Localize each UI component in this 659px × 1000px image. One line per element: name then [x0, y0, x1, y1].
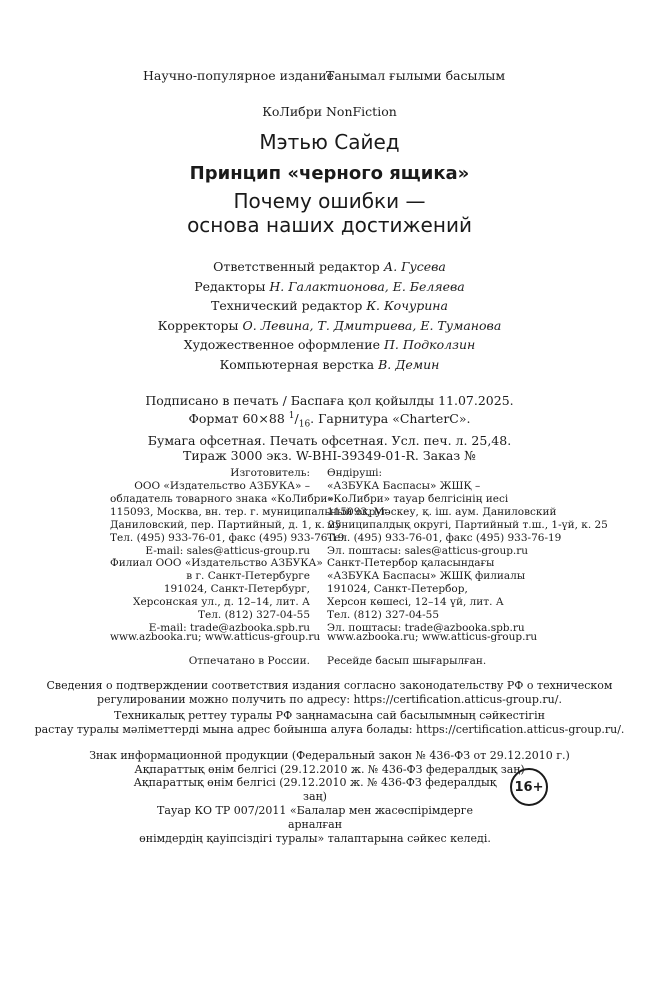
credit-role: Технический редактор — [211, 298, 363, 313]
series-name: КоЛибри NonFiction — [262, 104, 397, 119]
credit-names: В. Демин — [378, 356, 440, 372]
publisher-line: Тел. (495) 933-76-01, факс (495) 933-76-19 — [327, 532, 562, 544]
printed-in-ru: Отпечатано в России. — [188, 655, 310, 667]
print-run: Тираж 3000 экз. W-BHI-39349-01-R. Заказ № — [183, 448, 476, 464]
age-line: Ақпараттық өнім белгісі (29.12.2010 ж. № 436-ФЗ федералдық заң) — [134, 763, 525, 776]
branch-kz-block — [327, 557, 587, 635]
credit-role: Редакторы — [194, 278, 266, 294]
publisher-line: обладатель товарного знака «КоЛибри» — [110, 493, 334, 505]
subtitle-line-1: Почему ошибки — — [233, 189, 426, 213]
publisher-line: ООО «Издательство АЗБУКА» – — [134, 480, 310, 492]
credit-row — [0, 257, 659, 277]
print-signed: Подписано в печать / Баспаға қол қойылды 11.07.2025. — [145, 393, 514, 408]
branch-line: в г. Санкт-Петербурге — [186, 570, 310, 582]
credit-row — [0, 355, 659, 375]
branch-line: Санкт-Петербор қаласындағы — [327, 557, 495, 569]
book-author: Мэтью Сайед — [259, 130, 400, 154]
credit-row — [0, 296, 659, 316]
credit-role: Художественное оформление — [183, 337, 380, 352]
certification-kz — [0, 709, 659, 737]
category-ru: Научно-популярное издание — [143, 68, 335, 83]
age-marking-tr — [130, 776, 500, 846]
credit-role: Корректоры — [157, 317, 239, 333]
cert-line: растау туралы мәліметтерді мына адрес бойынша алуға болады: https://certification.atticus-group.ru/. — [34, 723, 625, 736]
branch-line: Тел. (812) 327-04-55 — [198, 609, 310, 621]
age-line: Знак информационной продукции (Федеральный закон № 436-ФЗ от 29.12.2010 г.) — [89, 749, 570, 762]
category-kz: Танымал ғылыми басылым — [326, 68, 506, 83]
print-details — [0, 393, 659, 464]
cert-line: Техникалық реттеу туралы РФ заңнамасына сай басылымның сәйкестігін — [114, 709, 545, 722]
credits-block — [0, 257, 659, 374]
branch-line: Филиал ООО «Издательство АЗБУКА» — [110, 557, 323, 569]
publisher-line: Эл. поштасы: sales@atticus-group.ru — [327, 545, 529, 557]
age-rating-badge: 16+ — [510, 768, 548, 806]
credit-row — [0, 277, 659, 297]
publisher-kz-block — [327, 467, 608, 558]
publisher-line: муниципалдық округі, Партийный т.ш., 1-үй, к. 25 — [327, 519, 608, 531]
credit-role: Компьютерная верстка — [219, 356, 375, 372]
format-size: Формат 60×88 — [188, 410, 285, 426]
branch-line: Эл. поштасы: trade@azbooka.spb.ru — [327, 622, 525, 634]
print-paper: Бумага офсетная. Печать офсетная. Усл. печ. л. 25,48. — [147, 432, 512, 448]
branch-ru-block — [110, 557, 323, 635]
publisher-line: «АЗБУКА Баспасы» ЖШҚ – — [327, 480, 481, 492]
cert-line: Сведения о подтверждении соответствия издания согласно законодательству РФ о техническом — [46, 679, 613, 692]
publisher-line: «КоЛибри» тауар белгісінің иесі — [327, 493, 509, 505]
publisher-line: Тел. (495) 933-76-01, факс (495) 933-76-19 — [110, 532, 345, 544]
credit-names: О. Левина, Т. Дмитриева, Е. Туманова — [242, 317, 502, 333]
subtitle-line-2: основа наших достижений — [187, 213, 472, 237]
age-line: Ақпараттық өнім белгісі (29.12.2010 ж. № 436-ФЗ федералдық заң) — [133, 776, 497, 803]
credit-row — [0, 316, 659, 336]
website-kz: www.azbooka.ru; www.atticus-group.ru — [327, 631, 538, 643]
branch-line: Херсон көшесі, 12–14 үй, лит. А — [327, 596, 504, 608]
age-line: Тауар КО ТР 007/2011 «Балалар мен жасөспірімдерге арналған — [157, 804, 473, 831]
format-fraction-den: 16 — [298, 419, 311, 430]
website-ru: www.azbooka.ru; www.atticus-group.ru — [110, 631, 321, 643]
publisher-line: Өндіруші: — [327, 467, 382, 479]
publisher-line: Изготовитель: — [230, 467, 310, 479]
branch-line: E-mail: trade@azbooka.spb.ru — [148, 622, 310, 634]
credit-names: А. Гусева — [383, 259, 446, 274]
certification-ru — [0, 679, 659, 707]
printed-in-kz: Ресейде басып шығарылған. — [327, 655, 487, 667]
branch-line: 191024, Санкт-Петербург, — [163, 583, 310, 595]
cert-line: регулировании можно получить по адресу: https://certification.atticus-group.ru/. — [97, 693, 562, 706]
book-subtitle — [0, 189, 659, 237]
format-fraction-num: 1 — [288, 410, 295, 421]
age-marking-law — [0, 749, 659, 777]
book-title: Принцип «черного ящика» — [189, 163, 470, 184]
print-format: Формат 60×88 $^1/_{16}$. Гарнитура «CharterC». — [188, 410, 471, 430]
age-line: өнімдердің қауіпсіздігі туралы» талаптарына сәйкес келеді. — [139, 832, 491, 845]
credit-role: Ответственный редактор — [213, 259, 380, 274]
publisher-line: Даниловский, пер. Партийный, д. 1, к. 25 — [110, 519, 342, 531]
branch-line: 191024, Санкт-Петербор, — [327, 583, 468, 595]
credit-names: Н. Галактионова, Е. Беляева — [269, 278, 465, 294]
branch-line: «АЗБУКА Баспасы» ЖШҚ филиалы — [327, 570, 526, 582]
credit-names: К. Кочурина — [366, 298, 448, 313]
credit-names: П. Подколзин — [383, 337, 476, 352]
publisher-line: 115093, Москва, вн. тер. г. муниципальный округ — [110, 506, 388, 518]
branch-line: Тел. (812) 327-04-55 — [327, 609, 439, 621]
publisher-line: E-mail: sales@atticus-group.ru — [145, 545, 310, 557]
publisher-line: 115093, Мәскеу, қ. іш. аум. Даниловский — [327, 506, 557, 518]
branch-line: Херсонская ул., д. 12–14, лит. А — [132, 596, 310, 608]
credit-row — [0, 335, 659, 355]
format-font: . Гарнитура «CharterC». — [310, 410, 471, 426]
